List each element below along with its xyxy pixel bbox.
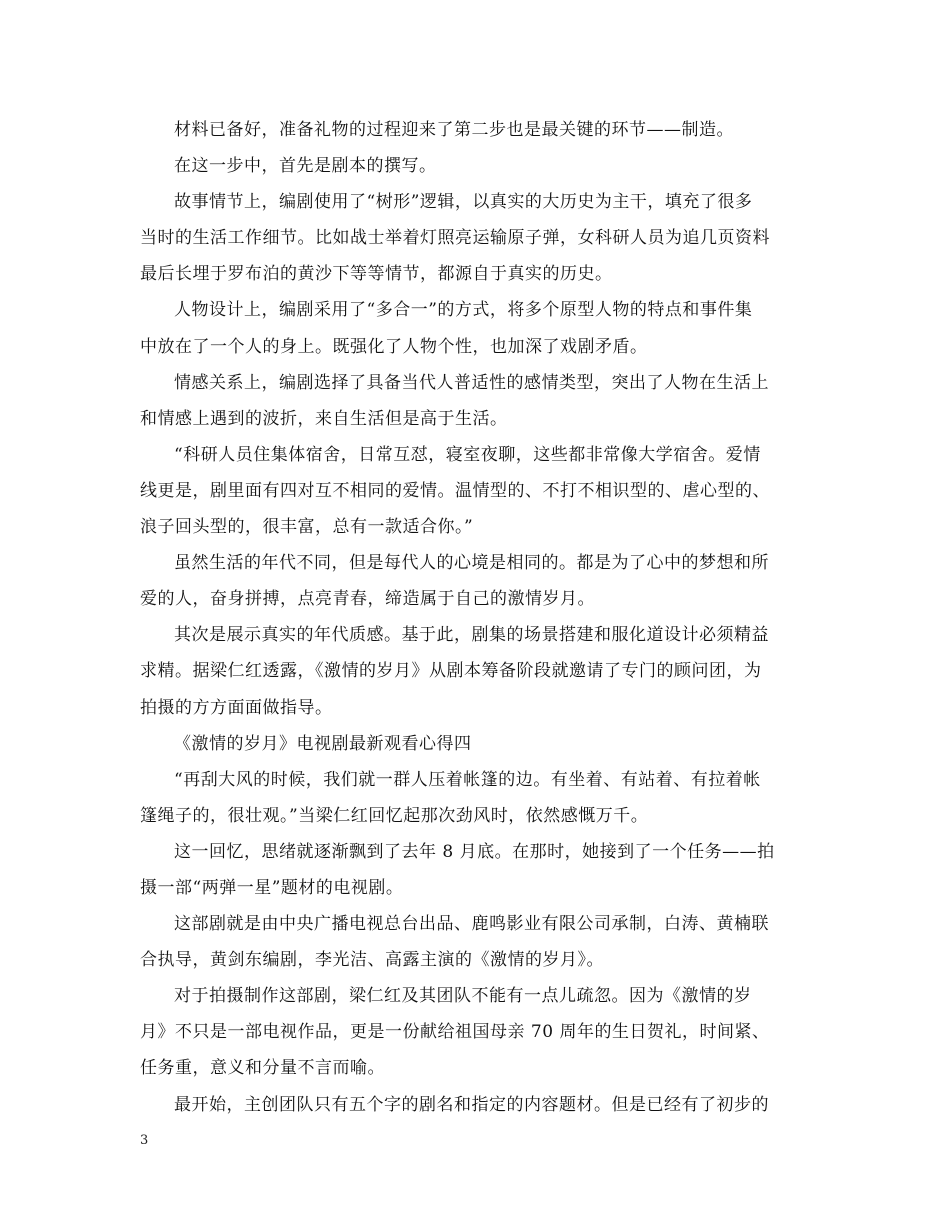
paragraph [140, 148, 812, 184]
paragraph-line: 这部剧就是由中央广播电视总台出品、鹿鸣影业有限公司承制，白涛、黄楠联 [174, 914, 769, 935]
paragraph [140, 545, 812, 617]
paragraph-line: 材料已备好，准备礼物的过程迎来了第二步也是最关键的环节——制造。 [174, 120, 734, 140]
paragraph [140, 834, 812, 906]
paragraph-line: 中放在了一个人的身上。既强化了人物个性，也加深了戏剧矛盾。 [140, 336, 648, 357]
paragraph-line: 在这一步中，首先是剧本的撰写。 [174, 156, 437, 177]
paragraph-line: 爱的人，奋身拼搏，点亮青春，缔造属于自己的激情岁月。 [140, 589, 595, 610]
paragraph-line: 求精。据梁仁红透露，《激情的岁月》从剧本筹备阶段就邀请了专门的顾问团，为 [140, 661, 762, 682]
paragraph [140, 906, 812, 978]
paragraph-line: 篷绳子的，很壮观。”当梁仁红回忆起那次劲风时，依然感慨万千。 [140, 805, 649, 826]
paragraph-line: 故事情节上，编剧使用了“树形”逻辑，以真实的大历史为主干，填充了很多 [174, 192, 753, 213]
paragraph-line: 摄一部“两弹一星”题材的电视剧。 [140, 877, 404, 898]
paragraph [140, 112, 812, 148]
paragraph [140, 726, 812, 762]
paragraph-line: 对于拍摄制作这部剧，梁仁红及其团队不能有一点儿疏忽。因为《激情的岁 [174, 986, 752, 1007]
paragraph-line: 任务重，意义和分量不言而喻。 [140, 1058, 385, 1079]
paragraph-line: 合执导，黄剑东编剧，李光洁、高露主演的《激情的岁月》。 [140, 950, 604, 971]
paragraph-line: “科研人员住集体宿舍，日常互怼，寝室夜聊，这些都非常像大学宿舍。爱情 [174, 444, 761, 465]
paragraph-line: 拍摄的方方面面做指导。 [140, 697, 333, 718]
body-text [140, 112, 812, 1123]
paragraph [140, 437, 812, 545]
paragraph-line: 和情感上遇到的波折，来自生活但是高于生活。 [140, 408, 508, 429]
paragraph-line: “再刮大风的时候，我们就一群人压着帐篷的边。有坐着、有站着、有拉着帐 [174, 769, 761, 790]
paragraph-line: 月》不只是一部电视作品，更是一份献给祖国母亲 70 周年的生日贺礼，时间紧、 [140, 1022, 770, 1043]
paragraph [140, 365, 812, 437]
paragraph-line: 人物设计上，编剧采用了“多合一”的方式，将多个原型人物的特点和事件集 [174, 300, 753, 321]
paragraph [140, 762, 812, 834]
paragraph-line: 这一回忆，思绪就逐渐飘到了去年 8 月底。在那时，她接到了一个任务——拍 [174, 841, 775, 862]
paragraph-line: 虽然生活的年代不同，但是每代人的心境是相同的。都是为了心中的梦想和所 [174, 553, 769, 574]
paragraph-line: 《激情的岁月》电视剧最新观看心得四 [174, 733, 472, 754]
paragraph [140, 978, 812, 1086]
paragraph-line: 最开始，主创团队只有五个字的剧名和指定的内容题材。但是已经有了初步的 [174, 1094, 769, 1115]
paragraph-line: 情感关系上，编剧选择了具备当代人普适性的感情类型，突出了人物在生活上 [174, 372, 769, 393]
paragraph-line: 线更是，剧里面有四对互不相同的爱情。温情型的、不打不相识型的、虐心型的、 [140, 480, 770, 501]
page-number: 3 [140, 1133, 149, 1148]
paragraph-line: 其次是展示真实的年代质感。基于此，剧集的场景搭建和服化道设计必须精益 [174, 625, 769, 646]
paragraph-line: 最后长埋于罗布泊的黄沙下等等情节，都源自于真实的历史。 [140, 264, 613, 285]
paragraph [140, 1087, 812, 1123]
paragraph [140, 617, 812, 725]
paragraph-line: 当时的生活工作细节。比如战士举着灯照亮运输原子弹，女科研人员为追几页资料 [140, 228, 770, 249]
paragraph [140, 292, 812, 364]
paragraph [140, 184, 812, 292]
paragraph-line: 浪子回头型的，很丰富，总有一款适合你。” [140, 517, 474, 538]
